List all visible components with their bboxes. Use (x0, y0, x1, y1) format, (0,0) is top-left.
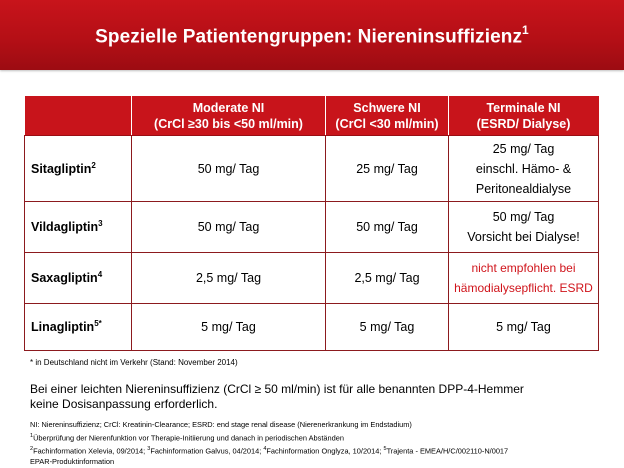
header-corner (25, 96, 132, 136)
cell-line: einschl. Hämo- & (475, 161, 572, 176)
cell-moderate: 5 mg/ Tag (132, 304, 326, 351)
cell-schwere: 25 mg/ Tag (326, 136, 449, 202)
cell-line: nicht empfohlen bei (471, 261, 576, 275)
cell-line: Vorsicht bei Dialyse! (467, 230, 580, 244)
slide-title-ref: 1 (522, 23, 529, 37)
footnote-star: * in Deutschland nicht im Verkehr (Stand: November 2014) (30, 358, 238, 367)
col-header-subtitle: (ESRD/ Dialyse) (476, 116, 571, 131)
ref-text: EPAR-Produktinformation (30, 456, 115, 466)
ref-text: Fachinformation Onglyza, 10/2014; (266, 446, 382, 456)
drug-ref: 5* (94, 319, 102, 329)
cell-line: Peritonealdialyse (475, 181, 572, 196)
cell-terminal (449, 136, 599, 202)
drug-ref: 4 (97, 270, 103, 280)
table-row (25, 253, 599, 304)
ref-number: 1 (30, 432, 34, 439)
cell-moderate: 2,5 mg/ Tag (132, 253, 326, 304)
abbreviations: NI: Niereninsuffizienz; CrCl: Kreatinin-Clearance; ESRD: end stage renal disease (Nierenerkrankung im Endstadium) (30, 420, 412, 429)
note-line: Bei einer leichten Niereninsuffizienz (CrCl ≥ 50 ml/min) ist für alle benannten DPP-4-Hemmer (30, 382, 524, 396)
col-header-subtitle: (CrCl <30 ml/min) (335, 116, 439, 131)
drug-name-text: Sitagliptin (31, 162, 92, 177)
ref-text: Überprüfung der Nierenfunktion vor Therapie-Initiierung und danach in periodischen Abständen (33, 433, 344, 443)
cell-terminal (449, 202, 599, 253)
cell-moderate: 50 mg/ Tag (132, 136, 326, 202)
title-bar (0, 0, 624, 70)
table-row (25, 202, 599, 253)
table-row (25, 304, 599, 351)
ref-number: 2 (30, 445, 34, 452)
col-header-title: Terminale NI (486, 100, 561, 115)
table-row (25, 136, 599, 202)
drug-name (25, 136, 132, 202)
ref-number: 3 (147, 445, 151, 452)
col-header-title: Moderate NI (192, 100, 265, 115)
dosing-table (24, 96, 599, 351)
col-header-terminal (449, 96, 599, 136)
drug-name-text: Linagliptin (31, 320, 95, 335)
col-header-title: Schwere NI (353, 100, 421, 115)
drug-name (25, 253, 132, 304)
ref-text: Fachinformation Galvus, 04/2014; (150, 446, 262, 456)
drug-ref: 2 (91, 160, 96, 170)
drug-name-text: Saxagliptin (31, 271, 98, 286)
drug-name (25, 304, 132, 351)
dosing-note (30, 382, 610, 412)
ref-text: Trajenta - EMEA/H/C/002110-N/0017 (386, 446, 509, 456)
ref-number: 5 (383, 445, 387, 452)
col-header-schwere (326, 96, 449, 136)
cell-line: 50 mg/ Tag (492, 210, 555, 224)
cell-line: 25 mg/ Tag (492, 141, 555, 156)
cell-line: hämodialysepflicht. ESRD (454, 281, 593, 295)
cell-schwere: 50 mg/ Tag (326, 202, 449, 253)
cell-schwere: 2,5 mg/ Tag (326, 253, 449, 304)
reference-line (30, 444, 620, 457)
references (30, 420, 620, 467)
drug-ref: 3 (98, 219, 103, 229)
cell-moderate: 50 mg/ Tag (132, 202, 326, 253)
ref-text: Fachinformation Xelevia, 09/2014; (33, 446, 146, 456)
drug-name-text: Vildagliptin (31, 220, 99, 235)
reference-line (30, 431, 620, 444)
ref-number: 4 (263, 445, 267, 452)
cell-schwere: 5 mg/ Tag (326, 304, 449, 351)
col-header-subtitle: (CrCl ≥30 bis <50 ml/min) (154, 116, 303, 131)
col-header-moderate (132, 96, 326, 136)
table-header-row (25, 96, 599, 136)
drug-name (25, 202, 132, 253)
note-line: keine Dosisanpassung erforderlich. (30, 397, 218, 411)
cell-terminal-warning (449, 253, 599, 304)
slide-title (0, 24, 624, 48)
slide-title-text: Spezielle Patientengruppen: Niereninsuffizienz (95, 26, 523, 48)
cell-terminal: 5 mg/ Tag (449, 304, 599, 351)
